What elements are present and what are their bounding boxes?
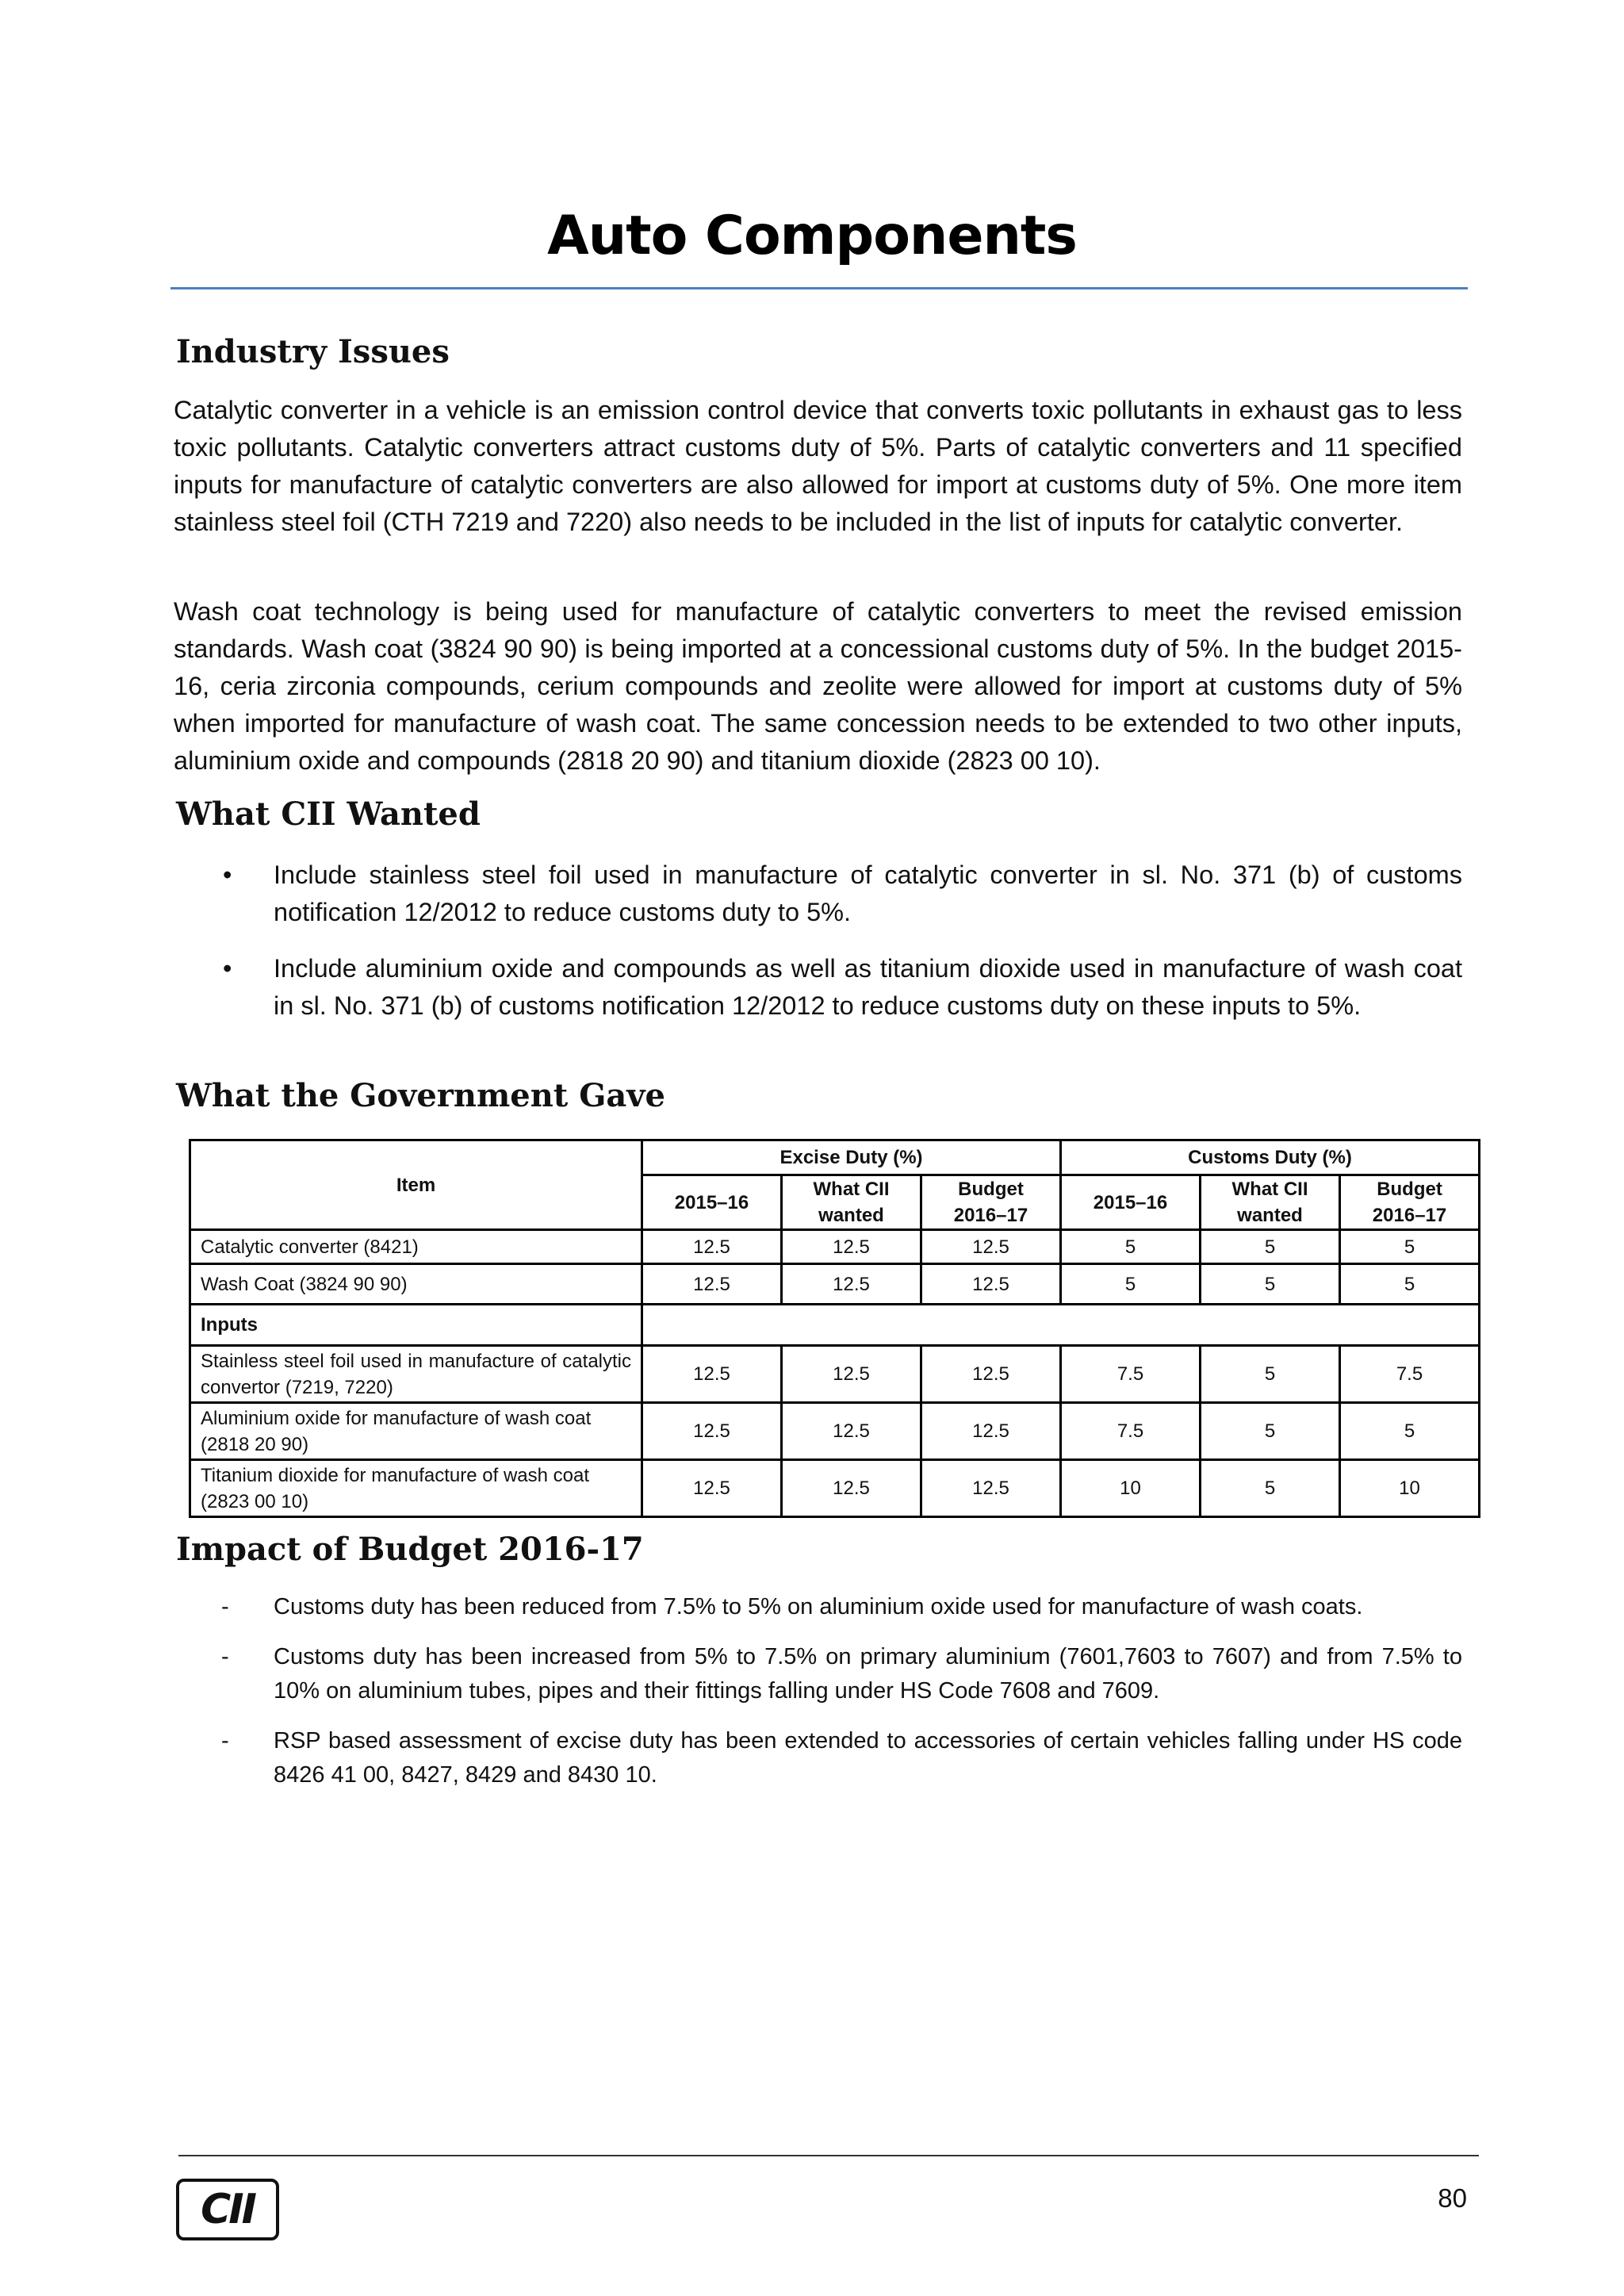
list-item-text: Include stainless steel foil used in manufacture of catalytic converter in sl. No. 371 (b) of customs notification 12/2012 to reduce customs duty to 5%. [274,861,1462,926]
list-item [174,857,1462,931]
subheader-customs-cii-wanted: What CII wanted [1201,1175,1340,1230]
cell: 5 [1201,1346,1340,1403]
bullet-icon: • [223,861,232,889]
subheader-excise-2015-16: 2015–16 [642,1175,782,1230]
cell: 12.5 [782,1346,921,1403]
table-row [190,1264,1480,1305]
cell: 5 [1061,1230,1201,1264]
cii-wanted-list [174,857,1462,1044]
cell: 12.5 [782,1264,921,1305]
cell: 10 [1061,1460,1201,1517]
list-item [174,1724,1462,1792]
cell: 7.5 [1061,1403,1201,1460]
cell: 5 [1340,1403,1480,1460]
row-item: Aluminium oxide for manufacture of wash coat (2818 20 90) [190,1403,642,1460]
impact-list [174,1590,1462,1808]
cell: 12.5 [782,1230,921,1264]
page-title: Auto Components [547,205,1077,267]
cell: 5 [1340,1264,1480,1305]
bullet-icon: • [223,954,232,983]
inputs-subheader-row [190,1305,1480,1346]
heading-impact-of-budget: Impact of Budget 2016-17 [176,1531,644,1568]
subheader-excise-budget: Budget 2016–17 [921,1175,1061,1230]
subheader-excise-cii-wanted: What CII wanted [782,1175,921,1230]
inputs-label: Inputs [190,1305,642,1346]
cell: 10 [1340,1460,1480,1517]
list-item-text: Customs duty has been reduced from 7.5% to 5% on aluminium oxide used for manufacture of wash coats. [274,1594,1363,1619]
header-item: Item [190,1140,642,1230]
page-number: 80 [1438,2183,1467,2213]
table-row [190,1346,1480,1403]
list-item [174,950,1462,1025]
cell: 5 [1340,1230,1480,1264]
cell: 7.5 [1061,1346,1201,1403]
dash-marker: - [221,1728,229,1754]
cell: 7.5 [1340,1346,1480,1403]
cell: 12.5 [921,1460,1061,1517]
row-item: Catalytic converter (8421) [190,1230,642,1264]
cell: 12.5 [921,1403,1061,1460]
row-item: Stainless steel foil used in manufacture of catalytic convertor (7219, 7220) [190,1346,642,1403]
cell: 12.5 [782,1460,921,1517]
header-excise-duty: Excise Duty (%) [642,1140,1061,1175]
cii-logo: CII [176,2179,279,2240]
cell: 5 [1201,1230,1340,1264]
footer-rule [178,2155,1479,2156]
industry-issues-paragraph-2: Wash coat technology is being used for manufacture of catalytic converters to meet the revised emission standards. Wash coat (3824 90 90) is being imported at a concessional customs duty of 5%. In the budget 2015-16, ceria zirconia compounds, cerium compounds and zeolite were allowed for import at customs duty of 5% when imported for manufacture of wash coat. The same concession needs to be extended to two other inputs, aluminium oxide and compounds (2818 20 90) and titanium dioxide (2823 00 10). [174,597,1462,775]
cell: 12.5 [921,1346,1061,1403]
heading-what-cii-wanted: What CII Wanted [176,795,481,833]
dash-marker: - [221,1594,229,1619]
subheader-customs-2015-16: 2015–16 [1061,1175,1201,1230]
cell: 12.5 [642,1264,782,1305]
industry-issues-paragraph-1: Catalytic converter in a vehicle is an emission control device that converts toxic pollutants in exhaust gas to less toxic pollutants. Catalytic converters attract customs duty of 5%. Parts of catalytic converters and 11 specified inputs for manufacture of catalytic converters are also allowed for import at customs duty of 5%. One more item stainless steel foil (CTH 7219 and 7220) also needs to be included in the list of inputs for catalytic converter. [174,396,1462,536]
dash-marker: - [221,1644,229,1669]
cell: 12.5 [642,1346,782,1403]
table-row [190,1230,1480,1264]
cell: 5 [1201,1460,1340,1517]
cell: 5 [1201,1264,1340,1305]
cell: 5 [1061,1264,1201,1305]
heading-industry-issues: Industry Issues [176,333,450,370]
heading-what-government-gave: What the Government Gave [176,1077,665,1114]
cell: 5 [1201,1403,1340,1460]
table-row [190,1403,1480,1460]
inputs-spacer [642,1305,1480,1346]
cell: 12.5 [782,1403,921,1460]
cell: 12.5 [642,1460,782,1517]
header-customs-duty: Customs Duty (%) [1061,1140,1480,1175]
duty-table [189,1139,1480,1518]
table-row [190,1460,1480,1517]
cell: 12.5 [921,1264,1061,1305]
list-item [174,1590,1462,1624]
subheader-customs-budget: Budget 2016–17 [1340,1175,1480,1230]
list-item-text: RSP based assessment of excise duty has been extended to accessories of certain vehicles falling under HS code 8426 41 00, 8427, 8429 and 8430 10. [274,1728,1462,1788]
list-item-text: Include aluminium oxide and compounds as well as titanium dioxide used in manufacture of wash coat in sl. No. 371 (b) of customs notification 12/2012 to reduce customs duty on these inputs to 5%. [274,954,1462,1020]
list-item [174,1640,1462,1708]
cell: 12.5 [921,1230,1061,1264]
row-item: Titanium dioxide for manufacture of wash coat (2823 00 10) [190,1460,642,1517]
title-underline [170,287,1468,289]
list-item-text: Customs duty has been increased from 5% to 7.5% on primary aluminium (7601,7603 to 7607) and from 7.5% to 10% on aluminium tubes, pipes and their fittings falling under HS Code 7608 and 7609. [274,1644,1462,1704]
cell: 12.5 [642,1230,782,1264]
cell: 12.5 [642,1403,782,1460]
row-item: Wash Coat (3824 90 90) [190,1264,642,1305]
